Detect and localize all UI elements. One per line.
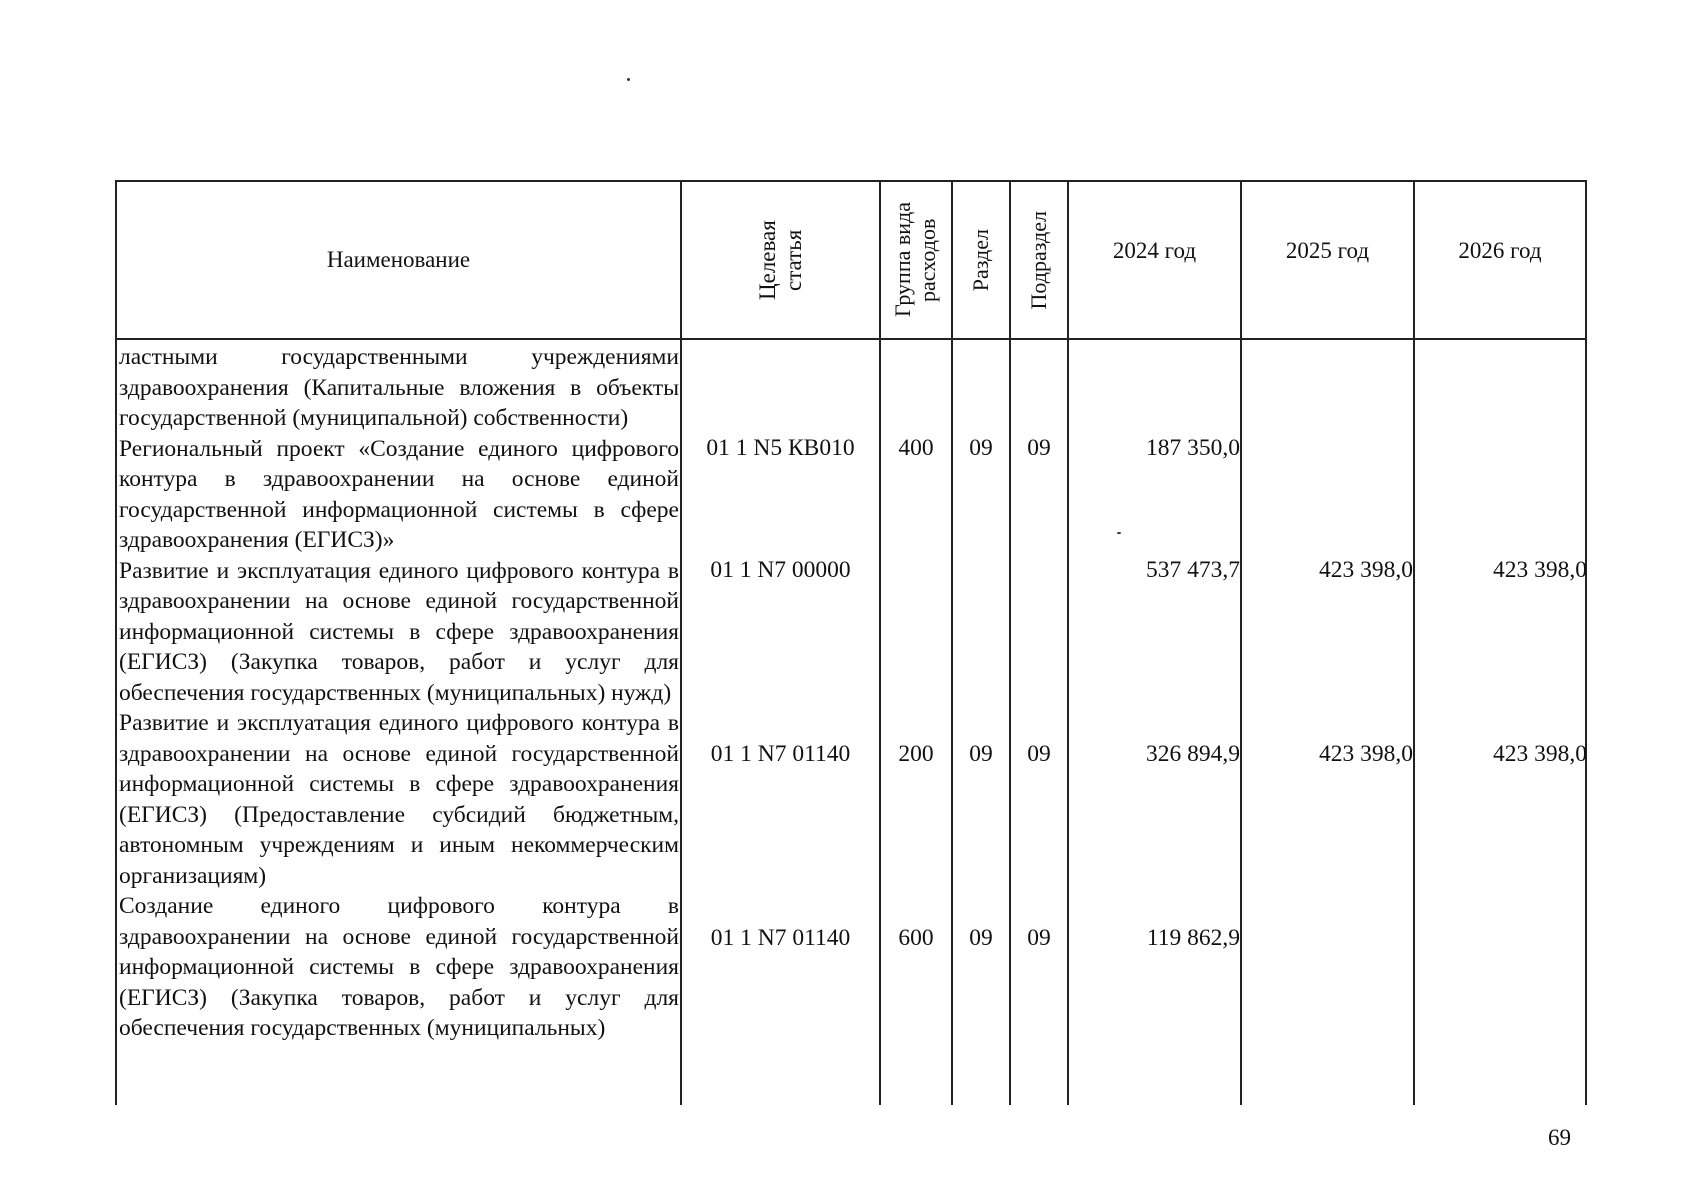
row-group: 200 [898,741,934,767]
row-section: 09 [969,925,993,951]
row-name: Развитие и эксплуатация единого цифрового контура в здравоохранении на основе единой государственной информационной системы в сфере здравоохранения (ЕГИСЗ) (Закупка товаров, работ и услуг для обеспечения государственных (муниципальных) нужд) [119,557,679,706]
row-subsection: 09 [1027,925,1051,951]
column-divider [1585,180,1587,1105]
row-subsection: 09 [1027,741,1051,767]
row-section: 09 [969,435,993,461]
row-name: ластными государственными учреждениями здравоохранения (Капитальные вложения в объекты государственной (муниципальной) собственности) [119,344,679,431]
row-code: 01 1 N7 01140 [710,741,851,767]
row-amount-2024: 326 894,9 [1146,741,1240,767]
row-amount-2024: 187 350,0 [1146,435,1240,461]
header-year-2026: 2026 год [1458,238,1542,263]
row-code: 01 1 N7 00000 [710,557,851,583]
row-name: Создание единого цифрового контура в здравоохранении на основе единой государственной информационной системы в сфере здравоохранения (ЕГИСЗ) (Закупка товаров, работ и услуг для обеспечения государственных (муниципальных) [119,893,679,1041]
budget-table [115,180,1587,1105]
row-amount-2026: 423 398,0 [1493,557,1587,583]
row-amount-2025: 423 398,0 [1319,741,1413,767]
page-number: 69 [1548,1125,1571,1150]
header-year-2024: 2024 год [1112,238,1197,263]
row-section: 09 [969,741,993,767]
header-name: Наименование [326,247,471,272]
row-names [119,342,679,1044]
row-subsection: 09 [1027,435,1051,461]
header-subsection: Подраздел [1026,210,1051,310]
scan-speck [1117,532,1121,534]
header-expense-group: Группа вида расходов [890,202,940,318]
header-year-2025: 2025 год [1285,238,1370,263]
scan-speck [627,78,630,81]
row-name: Развитие и эксплуатация единого цифрового контура в здравоохранении на основе единой государственной информационной системы в сфере здравоохранения (ЕГИСЗ) (Предоставление субсидий бюджетным, автономным учреждениям и иным некоммерческим организациям) [119,710,679,889]
row-amount-2024: 119 862,9 [1146,925,1240,951]
header-bottom-border [115,338,1587,340]
header-target-article: Целевая статья [754,220,806,300]
row-name: Региональный проект «Создание единого цифрового контура в здравоохранении на основе единой государственной информационной системы в сфере здравоохранения (ЕГИСЗ)» [119,435,679,553]
row-amount-2024: 537 473,7 [1146,557,1240,583]
row-code: 01 1 N7 01140 [710,925,851,951]
row-group: 400 [898,435,934,461]
header-section: Раздел [968,228,993,292]
row-group: 600 [898,925,934,951]
row-amount-2025: 423 398,0 [1319,557,1413,583]
row-code: 01 1 N5 КВ010 [706,435,855,461]
row-amount-2026: 423 398,0 [1493,741,1587,767]
